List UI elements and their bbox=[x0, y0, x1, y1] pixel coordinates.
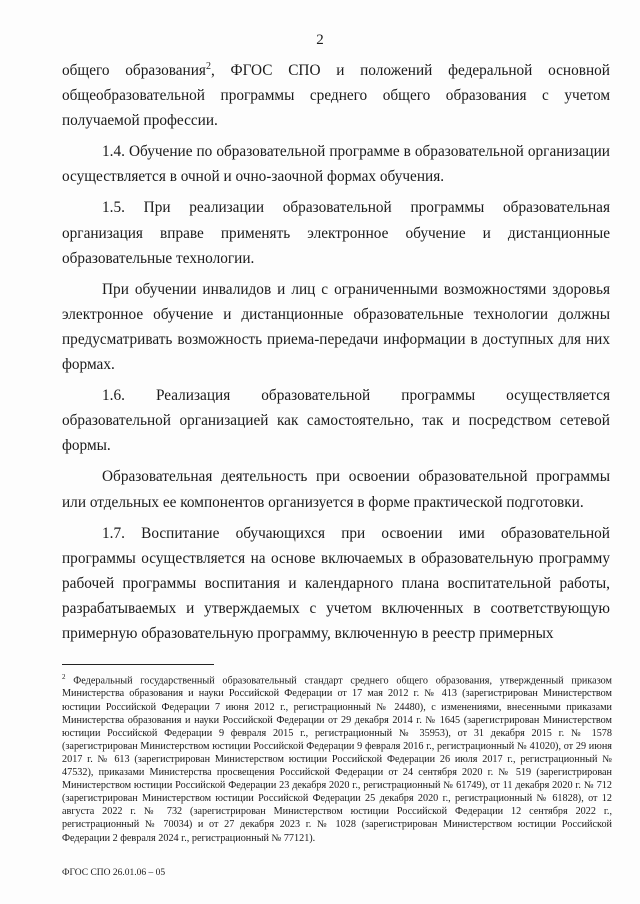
body-text bbox=[62, 58, 610, 646]
footnote-text: Федеральный государственный образовательный стандарт среднего общего образования, утвержденный приказом Министерства образования и науки Российской Федерации от 17 мая 2012 г. № 413 (зарегистрирован Министерством юстиции Российской Федерации 7 июня 2012 г., регистрационный № 24480), с изменениями, внесенными приказами Министерства образования и науки Российской Федерации от 29 декабря 2014 г. № 1645 (зарегистрирован Министерством юстиции Российской Федерации 9 февраля 2015 г., регистрационный № 35953), от 31 декабря 2015 г. № 1578 (зарегистрирован Министерством юстиции Российской Федерации 9 февраля 2016 г., регистрационный № 41020), от 29 июня 2017 г. № 613 (зарегистрирован Министерством юстиции Российской Федерации 26 июля 2017 г., регистрационный № 47532), приказами Министерства просвещения Российской Федерации от 24 сентября 2020 г. № 519 (зарегистрирован Министерством юстиции Российской Федерации 23 декабря 2020 г., регистрационный № 61749), от 11 декабря 2020 г. № 712 (зарегистрирован Министерством юстиции Российской Федерации 25 декабря 2020 г., регистрационный № 61828), от 12 августа 2022 г. № 732 (зарегистрирован Министерством юстиции Российской Федерации 12 сентября 2022 г., регистрационный № 70034) и от 27 декабря 2023 г. № 1028 (зарегистрирован Министерством юстиции Российской Федерации 2 февраля 2024 г., регистрационный № 77121). bbox=[62, 675, 613, 844]
paragraph-1-6: 1.6. Реализация образовательной программы осуществляется образовательной организацией как самостоятельно, так и посредством сетевой формы. bbox=[62, 387, 610, 455]
document-code: ФГОС СПО 26.01.06 – 05 bbox=[62, 868, 166, 878]
paragraph-practical-training: Образовательная деятельность при освоении образовательной программы или отдельных ее компонентов организуется в форме практической подготовки. bbox=[62, 468, 610, 511]
paragraph-disabled-persons: При обучении инвалидов и лиц с ограниченными возможностями здоровья электронное обучение и дистанционные образовательные технологии должны предусматривать возможность приема-передачи информации в доступных для них формах. bbox=[62, 280, 610, 374]
page-number: 2 bbox=[316, 32, 324, 48]
paragraph-continuation bbox=[62, 58, 610, 133]
footnote-marker: 2 bbox=[62, 673, 66, 681]
footnote-reference[interactable]: 2 bbox=[205, 60, 211, 72]
paragraph-text: общего образования bbox=[62, 62, 206, 79]
paragraph-1-5: 1.5. При реализации образовательной программы образовательная организация вправе применять электронное обучение и дистанционные образовательные технологии. bbox=[62, 199, 610, 267]
paragraph-text-after-footnote: , ФГОС СПО и положений федеральной основной общеобразовательной программы среднего общего образования с учетом получаемой профессии. bbox=[62, 62, 610, 130]
paragraph-1-4: 1.4. Обучение по образовательной программе в образовательной организации осуществляется в очной и очно-заочной формах обучения. bbox=[62, 143, 610, 186]
footnote bbox=[62, 671, 612, 845]
paragraph-1-7: 1.7. Воспитание обучающихся при освоении ими образовательной программы осуществляется на основе включаемых в образовательную программу рабочей программы воспитания и календарного плана воспитательной работы, разрабатываемых и утверждаемых с учетом включенных в соответствующую примерную образовательную программу, включенную в реестр примерных bbox=[62, 524, 610, 642]
footnote-separator bbox=[62, 664, 214, 665]
